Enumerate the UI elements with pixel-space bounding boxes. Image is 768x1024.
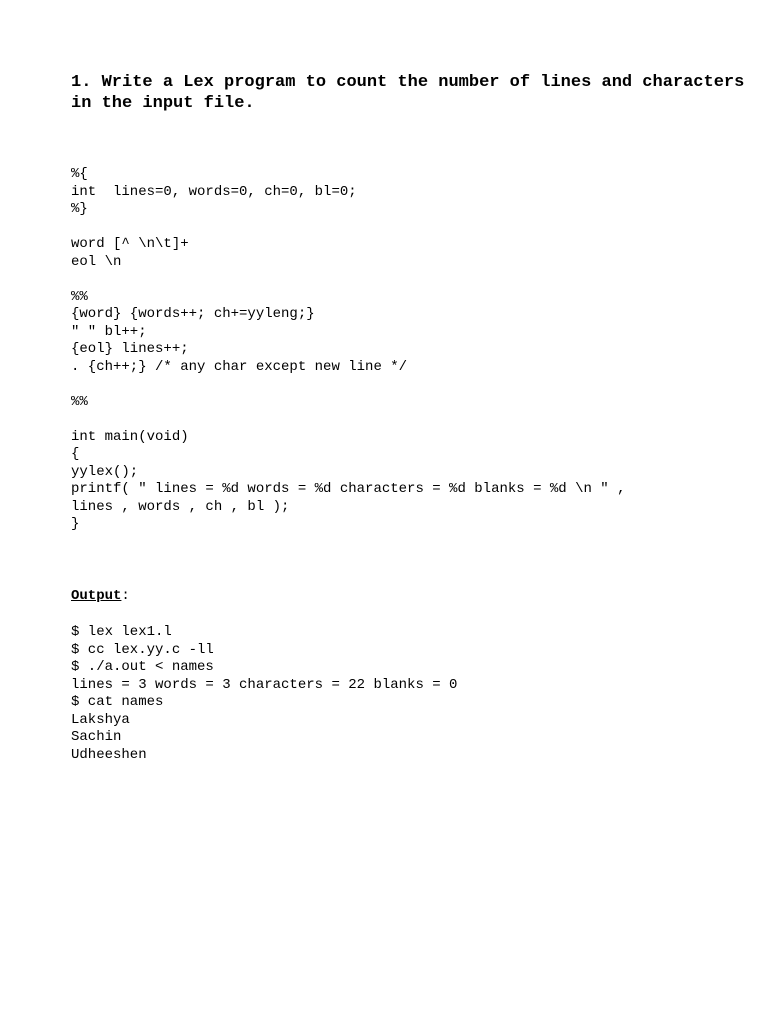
code-line: eol \n bbox=[71, 253, 122, 270]
code-line: %{ bbox=[71, 166, 88, 182]
terminal-line: Lakshya bbox=[71, 711, 130, 728]
code-line: { bbox=[71, 446, 80, 462]
code-line: lines , words , ch , bl ); bbox=[71, 498, 290, 515]
code-line: %% bbox=[71, 288, 88, 305]
code-line: word [^ \n\t]+ bbox=[71, 236, 189, 252]
terminal-line: Sachin bbox=[71, 729, 122, 745]
code-line: . {ch++;} /* any char except new line */ bbox=[71, 358, 408, 375]
code-line bbox=[71, 376, 626, 394]
code-line bbox=[71, 411, 626, 429]
terminal-line: $ cat names bbox=[71, 694, 164, 710]
terminal-line: $ cc lex.yy.c -ll bbox=[71, 641, 214, 658]
terminal-line: $ lex lex1.l bbox=[71, 624, 172, 640]
terminal-line: lines = 3 words = 3 characters = 22 blanks = 0 bbox=[71, 676, 458, 693]
code-line: } bbox=[71, 516, 80, 532]
code-line: %} bbox=[71, 201, 88, 217]
code-line: " " bl++; bbox=[71, 323, 147, 340]
lex-source-code bbox=[71, 166, 626, 534]
code-line: {word} {words++; ch+=yyleng;} bbox=[71, 306, 315, 322]
code-line bbox=[71, 271, 626, 289]
code-line: %% bbox=[71, 393, 88, 410]
code-line: int main(void) bbox=[71, 428, 189, 445]
output-heading-colon: : bbox=[121, 588, 130, 604]
output-heading: Output bbox=[71, 588, 122, 604]
code-line bbox=[71, 219, 626, 237]
terminal-line: Udheeshen bbox=[71, 746, 147, 763]
code-line: int lines=0, words=0, ch=0, bl=0; bbox=[71, 183, 357, 200]
code-line: {eol} lines++; bbox=[71, 341, 189, 357]
terminal-output bbox=[71, 624, 457, 764]
terminal-line: $ ./a.out < names bbox=[71, 659, 214, 675]
output-section-label bbox=[71, 588, 130, 606]
code-line: printf( " lines = %d words = %d characters = %d blanks = %d \n " , bbox=[71, 481, 626, 497]
question-heading: 1. Write a Lex program to count the number of lines and characters in the input file. bbox=[71, 73, 755, 113]
code-line: yylex(); bbox=[71, 463, 139, 480]
